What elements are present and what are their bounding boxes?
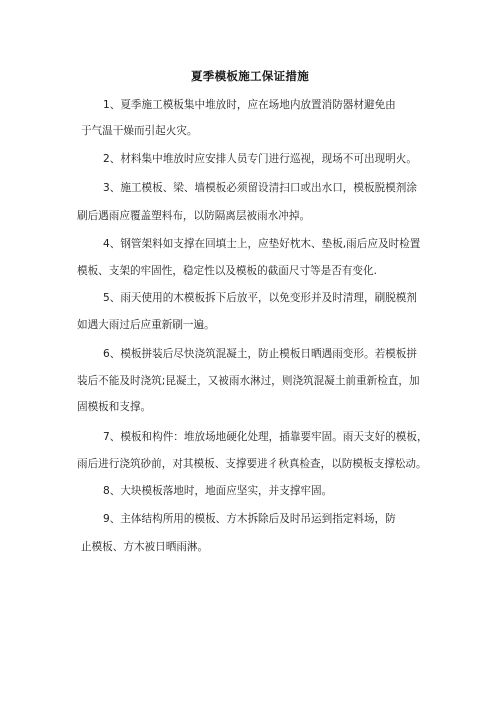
line-2-1: 2、材料集中堆放时应安排人员专门进行巡视，现场不可出现明火。 xyxy=(103,153,417,165)
line-7-1: 7、模板和构件：堆放场地硬化处理，插靠要牢固。雨天支好的模板， xyxy=(103,431,428,443)
document-title: 夏季模板施工保证措施 xyxy=(191,69,309,83)
line-1-2: 于气温干燥而引起火灾。 xyxy=(81,125,198,137)
line-9-2: 止模板、方木被日晒雨淋。 xyxy=(81,541,209,553)
line-3-1: 3、施工模板、梁、墙模板必须留设清扫口或出水口，模板脱模剂涂 xyxy=(103,182,417,194)
line-4-1: 4、钢管架料如支撑在回填士上，应垫好枕木、垫板,雨后应及时检置 xyxy=(103,238,421,250)
line-9-1: 9、主体结构所用的模板、方木拆除后及时吊运到指定料场，防 xyxy=(103,513,396,525)
line-3-2: 刷后遇雨应覆盖塑料布，以防隔离层被雨水冲掉。 xyxy=(77,210,311,222)
line-7-2: 雨后进行浇筑砂前，对其模板、支撑要进彳秋真检查，以防模板支撑松动。 xyxy=(77,458,427,470)
line-6-1: 6、模板拼装后尽快浇筑混凝土，防止模板日晒遇雨变形。若模板拼 xyxy=(103,348,417,360)
line-6-3: 固模板和支撑。 xyxy=(77,401,152,413)
line-5-2: 如遇大雨过后应重新刷一遍。 xyxy=(77,319,215,331)
line-8-1: 8、大块模板落地时，地面应坚实，并支撑牢固。 xyxy=(103,485,333,497)
line-6-2: 装后不能及时浇筑;昆凝土，又被雨水淋过，则浇筑混凝土前重新检直，加 xyxy=(77,375,420,387)
line-5-1: 5、雨天使用的木模板拆下后放平，以免变形并及时清理，刷脱模剂 xyxy=(103,292,417,304)
line-4-2: 模板、支架的牢固性，稳定性以及模板的截面尺寸等是否有变化. xyxy=(77,265,377,277)
line-1-1: 1、夏季施工模板集中堆放时，应在场地内放置消防器材避免由 xyxy=(103,99,396,111)
